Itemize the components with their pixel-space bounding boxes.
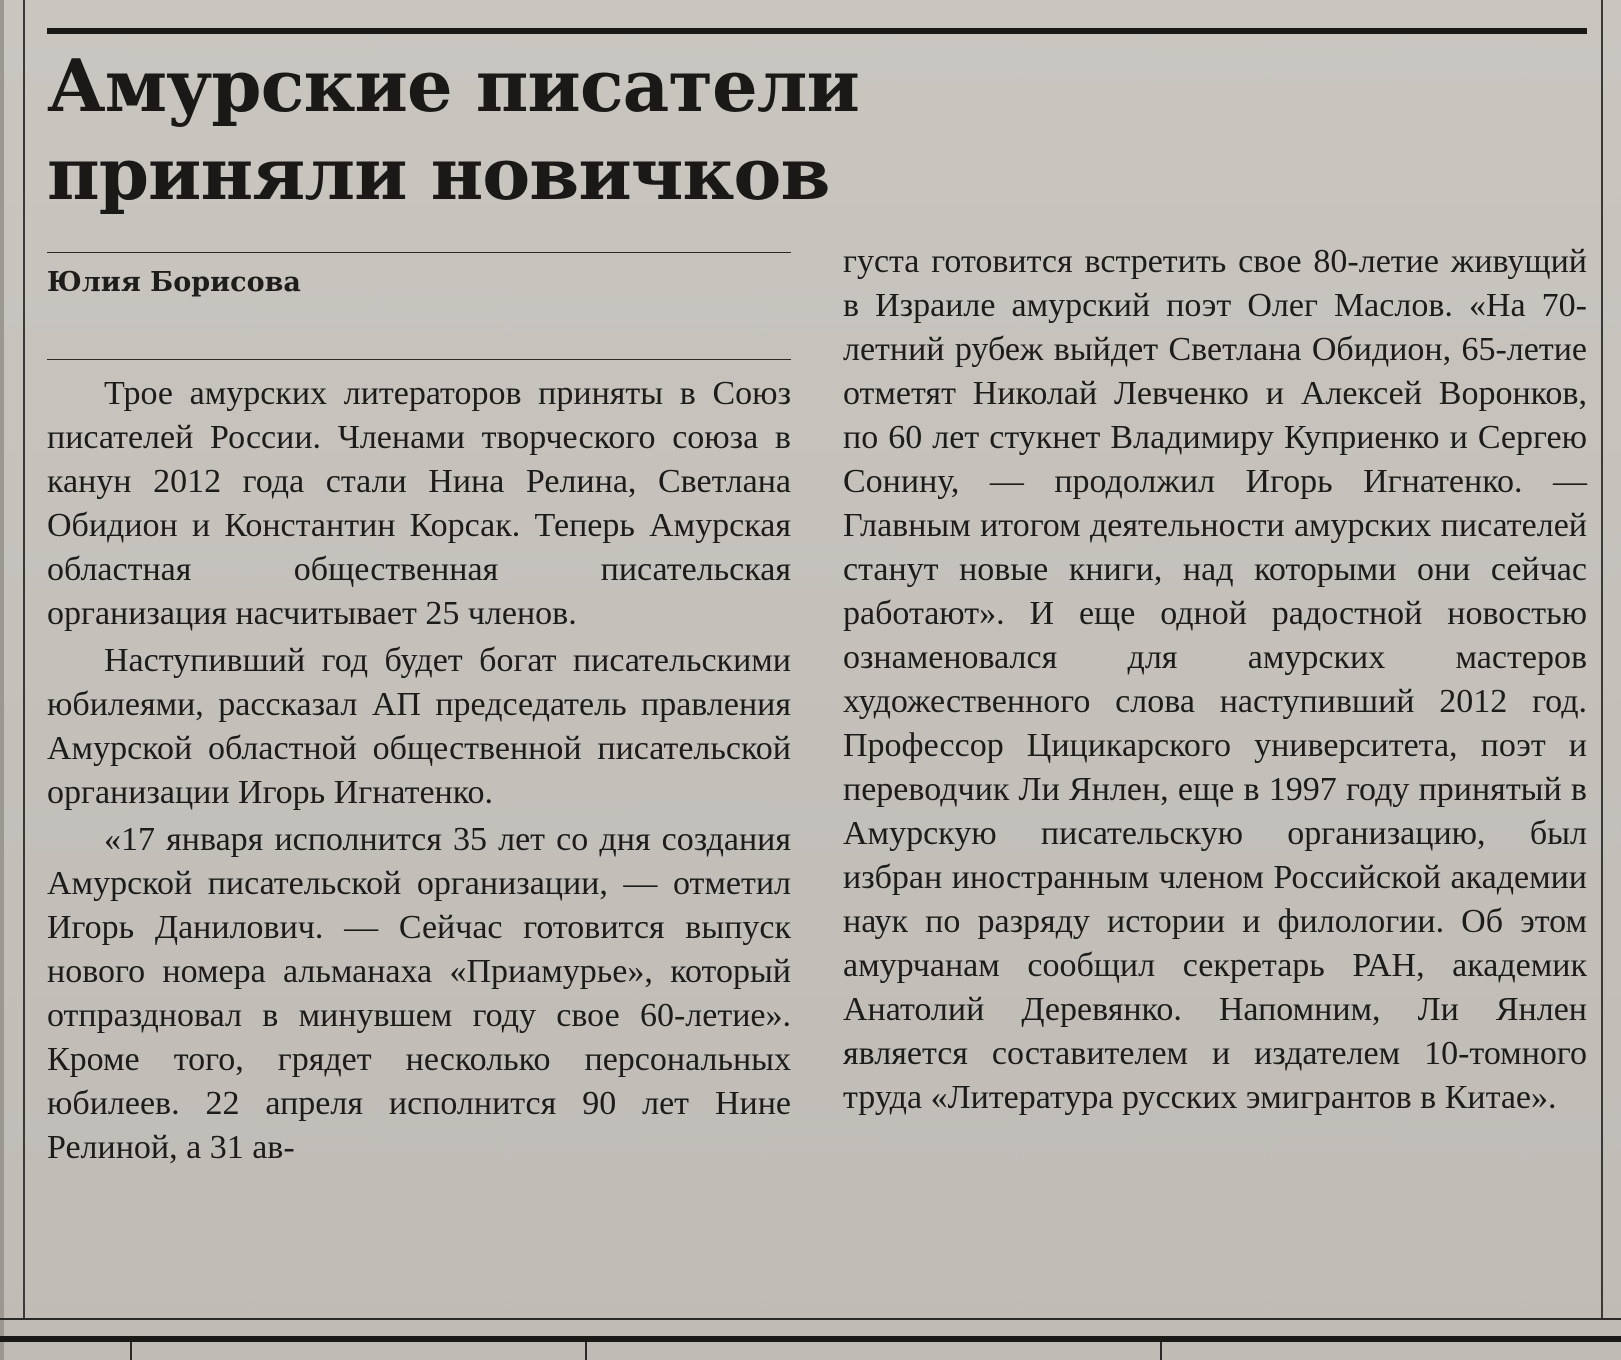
article-column-left (47, 372, 791, 1173)
footer-rule (0, 1318, 1621, 1320)
article-column-right (843, 240, 1587, 1123)
byline-rule-top (47, 252, 791, 253)
footer-divider (585, 1342, 587, 1360)
left-column-rule (23, 0, 25, 1318)
footer-divider (130, 1342, 132, 1360)
right-column-rule (1601, 0, 1603, 1318)
article-headline: Амурские писатели приняли новичков (47, 43, 859, 216)
footer-rule-thick (0, 1336, 1621, 1342)
page-edge (0, 0, 4, 1360)
paragraph: густа готовится встретить свое 80-летие живущий в Израиле амурский поэт Олег Маслов. «На 70-летний рубеж выйдет Светлана Обидион, 65-летие отметят Николай Левченко и Алексей Воронков, по 60 лет стукнет Владимиру Куприенко и Сергею Сонину, — продолжил Игорь Игнатенко. — Главным итогом деятельности амурских писателей станут новые книги, над которыми они сейчас работают». И еще одной радостной новостью ознаменовался для амурских мастеров художественного слова наступивший 2012 год. Профессор Цицикарского университета, поэт и переводчик Ли Янлен, еще в 1997 году принятый в Амурскую писательскую организацию, был избран иностранным членом Российской академии наук по разряду истории и филологии. Об этом амурчанам сообщил секретарь РАН, академик Анатолий Деревянко. Напомним, Ли Янлен является составителем и издателем 10-томного труда «Литература русских эмигрантов в Китае». (843, 243, 1587, 1116)
paragraph: «17 января исполнится 35 лет со дня создания Амурской писательской организации, — отметил Игорь Данилович. — Сейчас готовится выпуск нового номера альманаха «Приамурье», который отпраздновал в минувшем году свое 60-летие». Кроме того, грядет несколько персональных юбилеев. 22 апреля исполнится 90 лет Нине Релиной, а 31 ав- (47, 821, 791, 1166)
byline-rule-bottom (47, 359, 791, 360)
top-rule (47, 28, 1587, 34)
paragraph: Наступивший год будет богат писательскими юбилеями, рассказал АП председатель правления Амурской областной общественной писательской организации Игорь Игнатенко. (47, 642, 791, 811)
article-byline: Юлия Борисова (47, 267, 301, 298)
paragraph: Трое амурских литераторов приняты в Союз писателей России. Членами творческого союза в канун 2012 года стали Нина Релина, Светлана Обидион и Константин Корсак. Теперь Амурская областная общественная писательская организация насчитывает 25 членов. (47, 375, 791, 632)
footer-divider (1160, 1342, 1162, 1360)
